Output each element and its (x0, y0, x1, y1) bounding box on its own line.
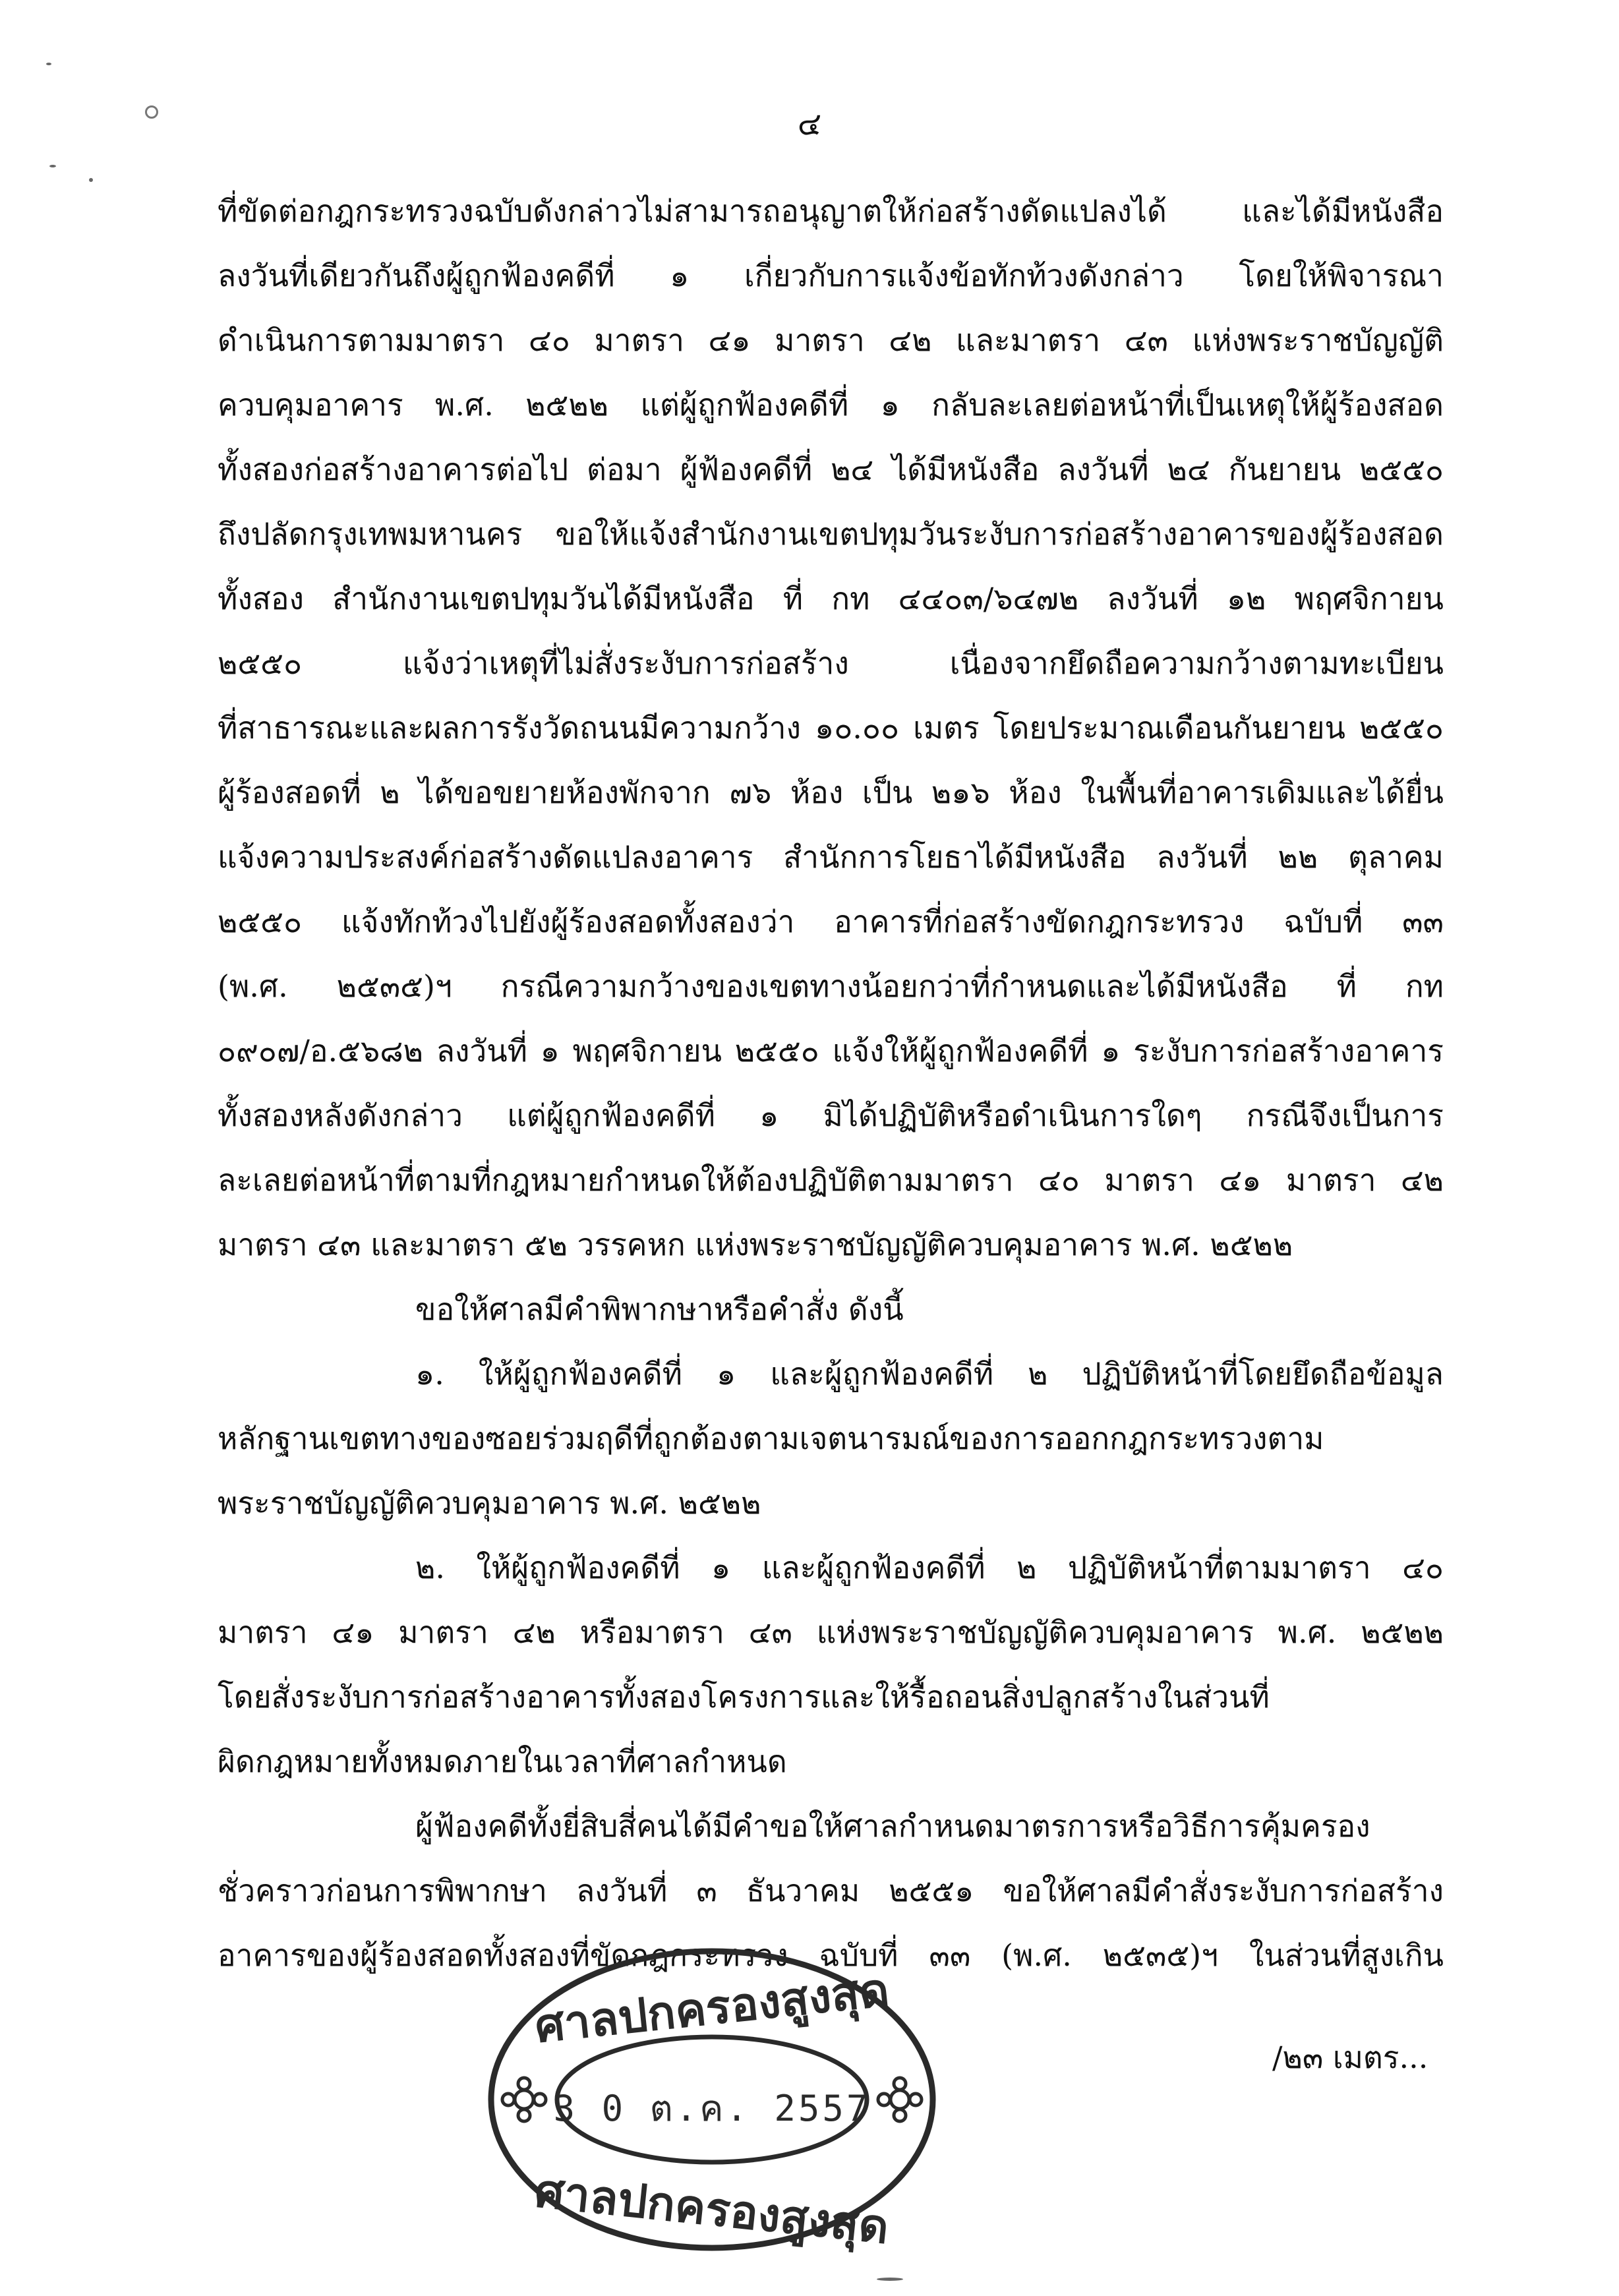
body-line: ผู้ฟ้องคดีทั้งยี่สิบสี่คนได้มีคำขอให้ศาลกำหนดมาตรการหรือวิธีการคุ้มครอง (415, 1808, 1370, 1844)
body-line: มาตรา ๔๓ และมาตรา ๕๒ วรรคหก แห่งพระราชบัญญัติควบคุมอาคาร พ.ศ. ๒๕๒๒ (218, 1227, 1293, 1262)
request-heading: ขอให้ศาลมีคำพิพากษาหรือคำสั่ง ดังนี้ (415, 1291, 904, 1327)
body-line: ทั้งสองก่อสร้างอาคารต่อไป ต่อมา ผู้ฟ้องคดีที่ ๒๔ ได้มีหนังสือ ลงวันที่ ๒๔ กันยายน ๒๕๕๐ (218, 452, 1444, 487)
body-line: ทั้งสองหลังดังกล่าว แต่ผู้ถูกฟ้องคดีที่ ๑ มิได้ปฏิบัติหรือดำเนินการใดๆ กรณีจึงเป็นการ (218, 1098, 1444, 1133)
court-stamp (485, 1945, 939, 2254)
stamp-top-text: ศาลปกครองสูงสุด (532, 1962, 892, 2053)
body-line: ผิดกฎหมายทั้งหมดภายในเวลาที่ศาลกำหนด (218, 1744, 787, 1779)
stamp-bottom-text: ศาลปกครองสูงสุด (532, 2164, 892, 2254)
body-line: หลักฐานเขตทางของซอยร่วมฤดีที่ถูกต้องตามเจตนารมณ์ของการออกกฎกระทรวงตาม (218, 1421, 1324, 1456)
scan-speck (49, 165, 56, 167)
body-line: ละเลยต่อหน้าที่ตามที่กฎหมายกำหนดให้ต้องปฏิบัติตามมาตรา ๔๐ มาตรา ๔๑ มาตรา ๔๒ (218, 1162, 1444, 1198)
stamp-date: 3 0 ต.ค. 2557 (553, 2088, 871, 2129)
body-line: ที่ขัดต่อกฎกระทรวงฉบับดังกล่าวไม่สามารถอนุญาตให้ก่อสร้างดัดแปลงได้ และได้มีหนังสือ (218, 193, 1444, 229)
body-line: ที่สาธารณะและผลการรังวัดถนนมีความกว้าง ๑๐.๐๐ เมตร โดยประมาณเดือนกันยายน ๒๕๕๐ (218, 710, 1444, 746)
body-line: ๒๕๕๐ แจ้งทักท้วงไปยังผู้ร้องสอดทั้งสองว่า อาคารที่ก่อสร้างขัดกฎกระทรวง ฉบับที่ ๓๓ (218, 904, 1444, 939)
body-line: ถึงปลัดกรุงเทพมหานคร ขอให้แจ้งสำนักงานเขตปทุมวันระงับการก่อสร้างอาคารของผู้ร้องสอด (218, 516, 1444, 552)
body-line: ชั่วคราวก่อนการพิพากษา ลงวันที่ ๓ ธันวาคม ๒๕๕๑ ขอให้ศาลมีคำสั่งระงับการก่อสร้าง (218, 1873, 1444, 1908)
scan-speck (46, 63, 51, 65)
body-line: พระราชบัญญัติควบคุมอาคาร พ.ศ. ๒๕๒๒ (218, 1485, 761, 1521)
body-line: ควบคุมอาคาร พ.ศ. ๒๕๒๒ แต่ผู้ถูกฟ้องคดีที่ ๑ กลับละเลยต่อหน้าที่เป็นเหตุให้ผู้ร้องสอด (218, 387, 1444, 423)
continuation-marker: /๒๓ เมตร... (1272, 2040, 1428, 2075)
scan-speck (145, 105, 158, 119)
page-number: ๔ (797, 105, 822, 142)
body-line: อาคารของผู้ร้องสอดทั้งสองที่ขัดกฎกระทรวง ฉบับที่ ๓๓ (พ.ศ. ๒๕๓๕)ฯ ในส่วนที่สูงเกิน (218, 1937, 1444, 1973)
body-line: (พ.ศ. ๒๕๓๕)ฯ กรณีความกว้างของเขตทางน้อยกว่าที่กำหนดและได้มีหนังสือ ที่ กท (218, 968, 1444, 1004)
body-line: มาตรา ๔๑ มาตรา ๔๒ หรือมาตรา ๔๓ แห่งพระราชบัญญัติควบคุมอาคาร พ.ศ. ๒๕๒๒ (218, 1614, 1444, 1650)
body-line: ๐๙๐๗/อ.๕๖๘๒ ลงวันที่ ๑ พฤศจิกายน ๒๕๕๐ แจ้งให้ผู้ถูกฟ้องคดีที่ ๑ ระงับการก่อสร้างอาคาร (218, 1033, 1444, 1069)
body-line: ทั้งสอง สำนักงานเขตปทุมวันได้มีหนังสือ ที่ กท ๔๔๐๓/๖๔๗๒ ลงวันที่ ๑๒ พฤศจิกายน (218, 581, 1444, 616)
request-item-1: ๑. ให้ผู้ถูกฟ้องคดีที่ ๑ และผู้ถูกฟ้องคดีที่ ๒ ปฏิบัติหน้าที่โดยยึดถือข้อมูล (415, 1356, 1444, 1392)
body-line: ลงวันที่เดียวกันถึงผู้ถูกฟ้องคดีที่ ๑ เกี่ยวกับการแจ้งข้อทักท้วงดังกล่าว โดยให้พิจารณา (218, 258, 1444, 293)
request-item-2: ๒. ให้ผู้ถูกฟ้องคดีที่ ๑ และผู้ถูกฟ้องคดีที่ ๒ ปฏิบัติหน้าที่ตามมาตรา ๔๐ (415, 1550, 1444, 1585)
body-line: โดยสั่งระงับการก่อสร้างอาคารทั้งสองโครงการและให้รื้อถอนสิ่งปลูกสร้างในส่วนที่ (218, 1679, 1270, 1715)
body-line: ๒๕๕๐ แจ้งว่าเหตุที่ไม่สั่งระงับการก่อสร้าง เนื่องจากยึดถือความกว้างตามทะเบียน (218, 645, 1444, 681)
body-line: ดำเนินการตามมาตรา ๔๐ มาตรา ๔๑ มาตรา ๔๒ และมาตรา ๔๓ แห่งพระราชบัญญัติ (218, 322, 1444, 358)
body-line: ผู้ร้องสอดที่ ๒ ได้ขอขยายห้องพักจาก ๗๖ ห้อง เป็น ๒๑๖ ห้อง ในพื้นที่อาคารเดิมและได้ยื่น (218, 775, 1444, 810)
body-line: แจ้งความประสงค์ก่อสร้างดัดแปลงอาคาร สำนักการโยธาได้มีหนังสือ ลงวันที่ ๒๒ ตุลาคม (218, 839, 1444, 875)
scan-speck (89, 178, 93, 182)
scan-speck (877, 2278, 903, 2281)
